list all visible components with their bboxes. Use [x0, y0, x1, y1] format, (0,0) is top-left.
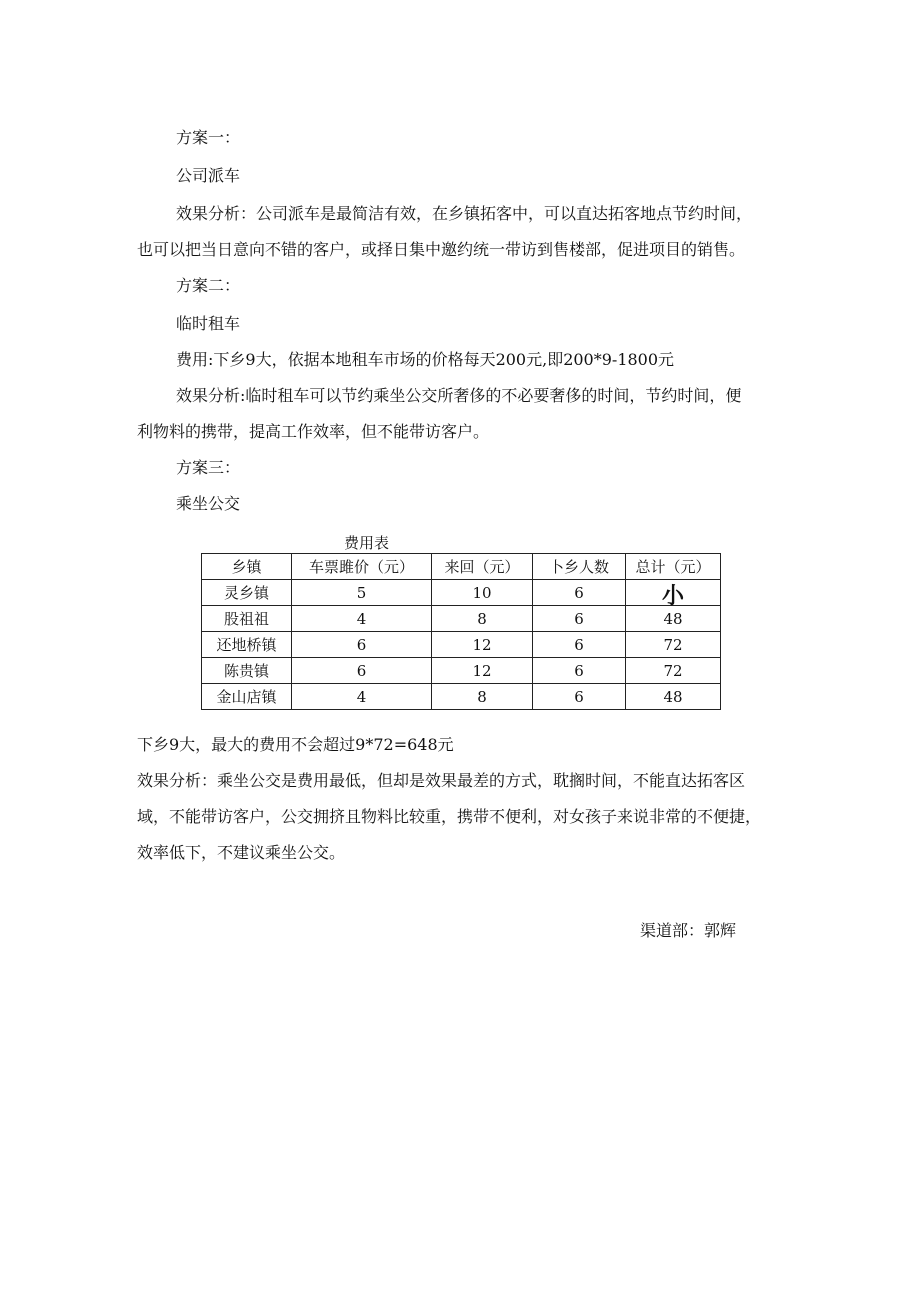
signature: 渠道部：郭辉 [640, 921, 737, 940]
plan2-analysis-line2: 利物料的携带，提高工作效率，但不能带访客户。 [137, 422, 490, 441]
plan3-heading: 方案三： [176, 458, 241, 477]
cell-town: 还地桥镇 [202, 632, 292, 658]
cell-ticket-price: 4 [292, 684, 432, 710]
cell-round-trip: 10 [432, 580, 533, 606]
plan2-analysis-line1: 效果分析:临时租车可以节约乘坐公交所奢侈的不必要奢侈的时间，节约时间，便 [176, 386, 742, 405]
fee-table-header-row [202, 554, 721, 580]
header-people: 卜乡人数 [533, 554, 626, 580]
cell-total: 48 [626, 684, 721, 710]
cell-ticket-price: 5 [292, 580, 432, 606]
cell-round-trip: 12 [432, 658, 533, 684]
cell-total: 72 [626, 632, 721, 658]
cell-total: 72 [626, 658, 721, 684]
header-ticket-price: 车票雎价（元） [292, 554, 432, 580]
cell-total: 小 [626, 580, 721, 606]
table-row [202, 684, 721, 710]
header-total: 总计（元） [626, 554, 721, 580]
cell-town: 灵乡镇 [202, 580, 292, 606]
plan1-title: 公司派车 [176, 166, 241, 185]
cell-ticket-price: 4 [292, 606, 432, 632]
cell-people: 6 [533, 658, 626, 684]
cell-round-trip: 8 [432, 684, 533, 710]
cell-town: 股祖祖 [202, 606, 292, 632]
plan3-title: 乘坐公交 [176, 494, 241, 513]
plan2-title: 临时租车 [176, 314, 241, 333]
table-row [202, 632, 721, 658]
cell-people: 6 [533, 684, 626, 710]
cell-round-trip: 8 [432, 606, 533, 632]
max-cost-line: 下乡9大，最大的费用不会超过9*72=648元 [137, 735, 454, 754]
plan3-analysis-line1: 效果分析：乘坐公交是费用最低，但却是效果最差的方式，耽搁时间，不能直达拓客区 [137, 771, 746, 790]
cell-ticket-price: 6 [292, 632, 432, 658]
cell-people: 6 [533, 632, 626, 658]
cell-people: 6 [533, 580, 626, 606]
cell-ticket-price: 6 [292, 658, 432, 684]
cell-town: 金山店镇 [202, 684, 292, 710]
plan3-analysis-line2: 域，不能带访客户，公交拥挤且物料比较重，携带不便利，对女孩子来说非常的不便捷， [137, 807, 762, 826]
table-row [202, 580, 721, 606]
plan1-heading: 方案一： [176, 128, 241, 147]
header-round-trip: 来回（元） [432, 554, 533, 580]
cell-town: 陈贵镇 [202, 658, 292, 684]
cell-people: 6 [533, 606, 626, 632]
plan1-analysis-line2: 也可以把当日意向不错的客户，或择日集中邀约统一带访到售楼部，促进项目的销售。 [137, 240, 746, 259]
table-row [202, 658, 721, 684]
plan2-cost: 费用:下乡9大，依据本地租车市场的价格每天200元,即200*9-1800元 [176, 350, 675, 369]
plan1-analysis-line1: 效果分析：公司派车是最简洁有效，在乡镇拓客中，可以直达拓客地点节约时间， [176, 204, 753, 223]
plan2-heading: 方案二： [176, 276, 241, 295]
table-row [202, 606, 721, 632]
cell-round-trip: 12 [432, 632, 533, 658]
fee-table-caption: 费用表 [344, 534, 390, 552]
fee-table [201, 553, 721, 710]
plan3-analysis-line3: 效率低下，不建议乘坐公交。 [137, 843, 346, 862]
cell-total: 48 [626, 606, 721, 632]
header-town: 乡镇 [202, 554, 292, 580]
